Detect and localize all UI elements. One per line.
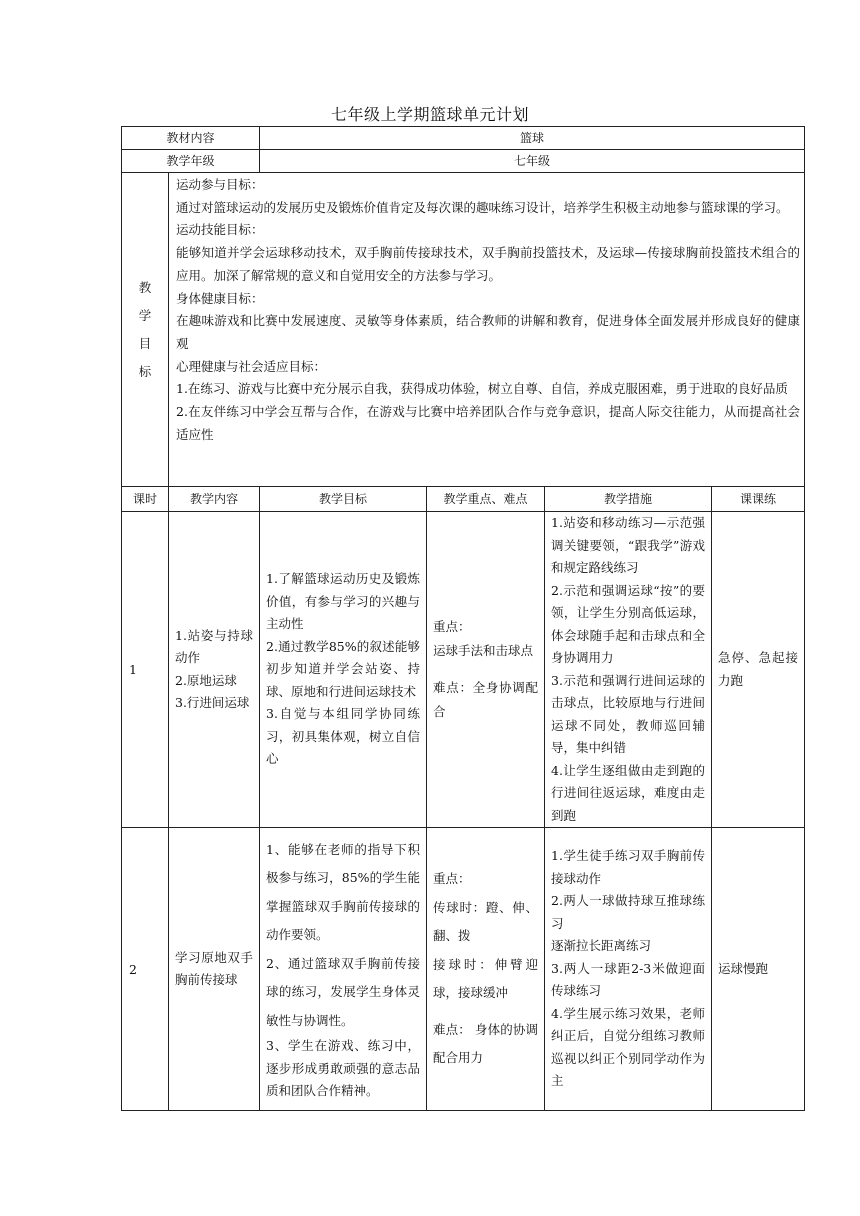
lesson-content: 1.站姿与持球动作 2.原地运球 3.行进间运球 bbox=[169, 512, 260, 828]
objective-paragraph: 能够知道并学会运球移动技术，双手胸前传接球技术，双手胸前投篮技术，及运球—传接球胸前投篮技术组合的应用。加深了解常规的意义和自觉用安全的方法参与学习。 bbox=[176, 245, 801, 283]
col-header-key-points: 教学重点、难点 bbox=[427, 487, 545, 512]
grade-row bbox=[122, 150, 805, 173]
lesson-drill: 急停、急起接力跑 bbox=[712, 512, 805, 828]
objectives-row bbox=[122, 173, 805, 487]
table-row bbox=[122, 512, 805, 828]
objective-heading: 运动技能目标： bbox=[176, 222, 264, 238]
objective-heading: 运动参与目标： bbox=[176, 177, 264, 192]
objectives-label: 教 学 目 标 bbox=[122, 173, 169, 487]
grade-value: 七年级 bbox=[260, 150, 805, 173]
lesson-drill: 运球慢跑 bbox=[712, 828, 805, 1111]
material-label: 教材内容 bbox=[122, 127, 260, 150]
grade-label: 教学年级 bbox=[122, 150, 260, 173]
lesson-number: 1 bbox=[122, 512, 169, 828]
objective-paragraph: 在趣味游戏和比赛中发展速度、灵敏等身体素质，结合教师的讲解和教育，促进身体全面发展并形成良好的健康观 bbox=[176, 313, 801, 351]
material-value: 篮球 bbox=[260, 127, 805, 150]
lesson-goals: 1.了解篮球运动历史及锻炼价值，有参与学习的兴趣与主动性 2.通过教学85%的叙述能够初步知道并学会站姿、持球、原地和行进间运球技术 3.自觉与本组同学协同练习，初具集体观，树立自信心 bbox=[260, 512, 427, 828]
table-row bbox=[122, 828, 805, 1111]
col-header-lesson: 课时 bbox=[122, 487, 169, 512]
objective-paragraph: 2.在友伴练习中学会互帮与合作，在游戏与比赛中培养团队合作与竞争意识，提高人际交往能力，从而提高社会适应性 bbox=[176, 404, 801, 442]
objective-paragraph: 通过对篮球运动的发展历史及锻炼价值肯定及每次课的趣味练习设计，培养学生积极主动地参与篮球课的学习。 bbox=[176, 199, 789, 215]
column-header-row bbox=[122, 487, 805, 512]
unit-plan-table bbox=[121, 126, 805, 1111]
col-header-drill: 课课练 bbox=[712, 487, 805, 512]
lesson-measures: 1.学生徒手练习双手胸前传接球动作 2.两人一球做持球互推球练习 逐渐拉长距离练习 3.两人一球距2-3米做迎面传球练习 4.学生展示练习效果，老师纠正后，自觉分组练习教师巡视以纠正个别同学动作为主 bbox=[545, 828, 712, 1111]
lesson-goals: 1、能够在老师的指导下积极参与练习，85%的学生能掌握篮球双手胸前传接球的动作要领。 2、通过篮球双手胸前传接球的练习，发展学生身体灵敏性与协调性。 3、学生在游戏、练习中，逐步形成勇敢顽强的意志品质和团队合作精神。 bbox=[260, 828, 427, 1111]
lesson-content: 学习原地双手胸前传接球 bbox=[169, 828, 260, 1111]
lesson-measures: 1.站姿和移动练习—示范强调关键要领，“跟我学”游戏和规定路线练习 2.示范和强调运球“按”的要领，让学生分别高低运球，体会球随手起和击球点和全身协调用力 3.示范和强调行进间运球的击球点，比较原地与行进间运球不同处，教师巡回辅导，集中纠错 4.让学生逐组做由走到跑的行进间往返运球，难度由走到跑 bbox=[545, 512, 712, 828]
objective-paragraph: 1.在练习、游戏与比赛中充分展示自我，获得成功体验，树立自尊、自信，养成克服困难，勇于进取的良好品质 bbox=[176, 381, 788, 397]
material-row bbox=[122, 127, 805, 150]
col-header-content: 教学内容 bbox=[169, 487, 260, 512]
lesson-key-points: 重点： 传球时：蹬、伸、翻、拨 接球时：伸臂迎球，接球缓冲 难点： 身体的协调配合用力 bbox=[427, 828, 545, 1111]
objectives-text bbox=[169, 173, 805, 487]
lesson-key-points: 重点： 运球手法和击球点 难点：全身协调配合 bbox=[427, 512, 545, 828]
objective-heading: 心理健康与社会适应目标： bbox=[176, 358, 327, 374]
col-header-goals: 教学目标 bbox=[260, 487, 427, 512]
objective-heading: 身体健康目标： bbox=[176, 290, 264, 306]
lesson-number: 2 bbox=[122, 828, 169, 1111]
page-title: 七年级上学期篮球单元计划 bbox=[330, 105, 529, 124]
col-header-measures: 教学措施 bbox=[545, 487, 712, 512]
